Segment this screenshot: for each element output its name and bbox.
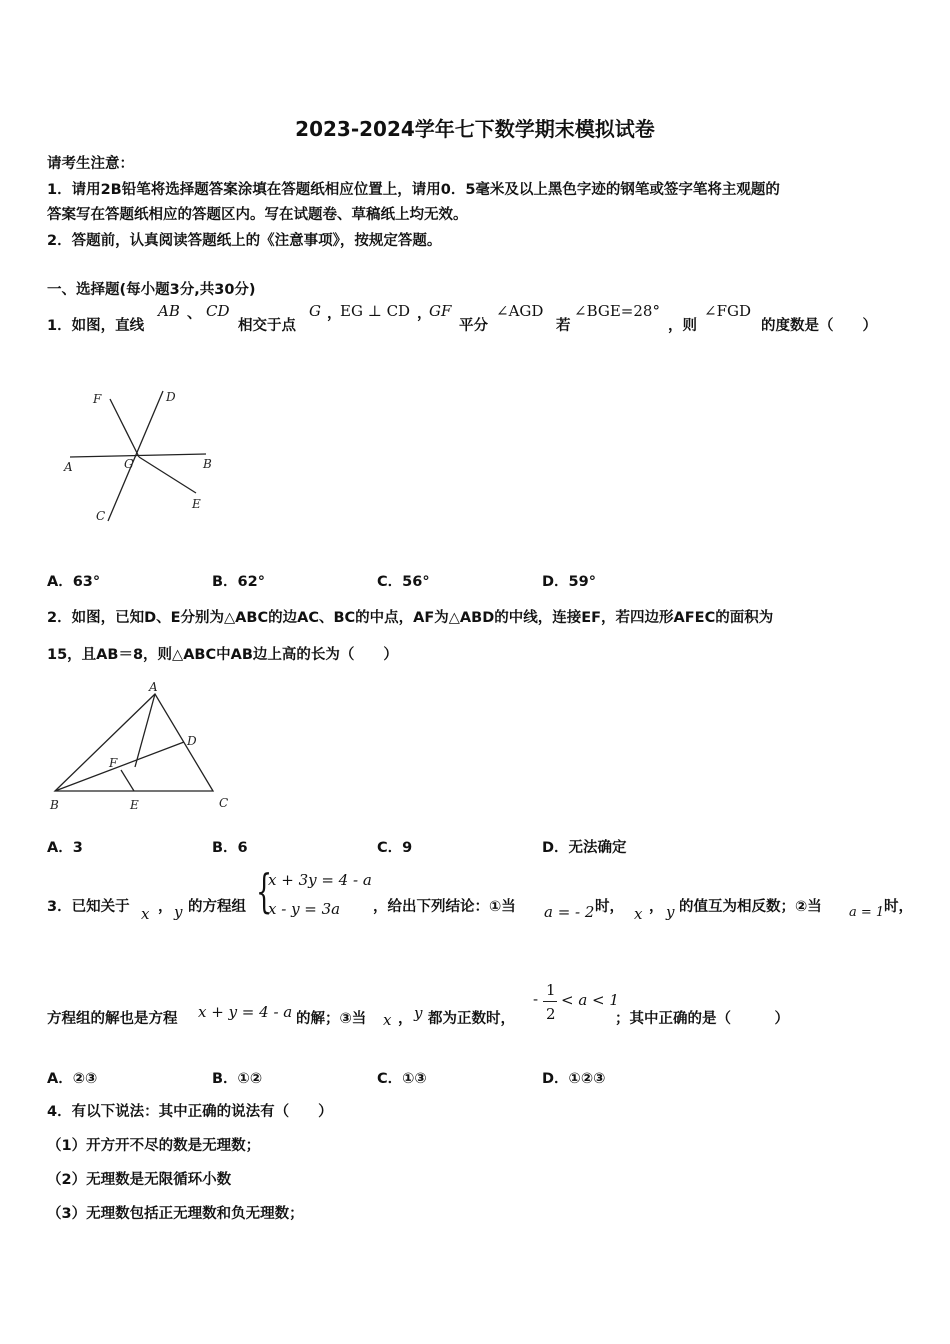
q3-text-10: 的解；③当 — [296, 1011, 367, 1027]
page-title: 2023-2024学年七下数学期末模拟试卷 — [295, 117, 655, 141]
label-b: B — [50, 798, 59, 812]
q1-text-5: ， — [417, 306, 432, 322]
q1-option-c[interactable]: C．56° — [377, 574, 430, 590]
q1-text-7: 若 — [556, 318, 571, 334]
q2-figure — [45, 678, 245, 818]
q1-text-4: ， — [327, 306, 342, 322]
q3-option-b[interactable]: B．①② — [212, 1071, 263, 1087]
q4-item-2: （2）无理数是无限循环小数 — [47, 1172, 232, 1188]
q4-stem: 4．有以下说法：其中正确的说法有（ ） — [47, 1104, 333, 1120]
label-e: E — [192, 497, 201, 511]
label-d: D — [166, 390, 176, 404]
q3-text-6: ， — [649, 899, 664, 915]
q1-figure — [60, 385, 230, 525]
q3-option-a[interactable]: A．②③ — [47, 1071, 98, 1087]
q1-math-ab: AB — [158, 302, 180, 320]
notice-line2: 答案写在答题纸相应的答题区内。写在试题卷、草稿纸上均无效。 — [47, 207, 468, 223]
q2-option-d[interactable]: D．无法确定 — [542, 840, 627, 856]
q1-option-d[interactable]: D．59° — [542, 574, 596, 590]
q3-eq2: x - y = 3a — [268, 900, 341, 918]
q2-option-b[interactable]: B．6 — [212, 840, 248, 856]
q4-item-3: （3）无理数包括正无理数和负无理数； — [47, 1206, 304, 1222]
q3-option-c[interactable]: C．①③ — [377, 1071, 427, 1087]
q3-math-x2: x — [634, 905, 643, 923]
q2-line1: 2．如图，已知D、E分别为△ABC的边AC、BC的中点，AF为△ABD的中线，连接EF，若四边形AFEC的面积为 — [47, 610, 774, 626]
q1-text-8: ，则 — [668, 318, 697, 334]
label-a: A — [64, 460, 73, 474]
q3-eq1: x + 3y = 4 - a — [268, 871, 372, 889]
q1-math-agd: ∠AGD — [496, 302, 544, 320]
system-brace: { — [256, 864, 273, 918]
frac-denominator: 2 — [546, 1005, 556, 1023]
label-a: A — [149, 680, 158, 694]
q3-text-5: 时， — [595, 899, 624, 915]
notice-heading: 请考生注意： — [47, 156, 134, 172]
segment-af — [135, 694, 155, 767]
section1-heading: 一、选择题(每小题3分,共30分) — [47, 282, 256, 298]
q3-text-11: ， — [398, 1011, 413, 1027]
q3-math-a2: a = 1 — [849, 905, 885, 920]
label-b: B — [203, 457, 212, 471]
q3-text-3: 的方程组 — [188, 899, 246, 915]
q1-math-gf: GF — [429, 302, 452, 320]
segment-fe — [121, 770, 134, 791]
q1-math-fgd: ∠FGD — [704, 302, 751, 320]
q1-text-6: 平分 — [459, 318, 488, 334]
q1-option-b[interactable]: B．62° — [212, 574, 265, 590]
q3-math-y: y — [174, 903, 183, 921]
q1-text-1: 1．如图，直线 — [47, 318, 145, 334]
q1-text-2: 、 — [187, 306, 202, 322]
label-g: G — [124, 457, 134, 471]
ray-gf — [110, 399, 139, 457]
q3-option-d[interactable]: D．①②③ — [542, 1071, 606, 1087]
q1-math-bge: ∠BGE=28° — [574, 302, 660, 320]
notice-line3: 2．答题前，认真阅读答题纸上的《注意事项》，按规定答题。 — [47, 233, 442, 249]
frac-bar — [543, 1001, 557, 1002]
label-e: E — [130, 798, 139, 812]
q3-text-2: ， — [158, 899, 173, 915]
minus-sign: - — [533, 990, 539, 1008]
q1-text-9: 的度数是（ ） — [761, 318, 877, 334]
q3-math-x3: x — [383, 1011, 392, 1029]
q2-option-a[interactable]: A．3 — [47, 840, 83, 856]
q1-math-g: G — [309, 302, 321, 320]
label-f: F — [93, 392, 102, 406]
q3-math-eq3: x + y = 4 - a — [198, 1003, 293, 1021]
ray-ge — [139, 457, 196, 493]
q3-text-13: ；其中正确的是（ ） — [615, 1011, 789, 1027]
q3-math-ineq: < a < 1 — [561, 991, 619, 1009]
q3-math-y3: y — [414, 1004, 423, 1022]
q2-line2: 15，且AB＝8，则△ABC中AB边上高的长为（ ） — [47, 647, 398, 663]
q4-item-1: （1）开方开不尽的数是无理数； — [47, 1138, 261, 1154]
notice-line1: 1．请用2B铅笔将选择题答案涂填在答题纸相应位置上，请用0．5毫米及以上黑色字迹的钢笔或签字笔将主观题的 — [47, 182, 780, 198]
frac-numerator: 1 — [546, 981, 556, 999]
q3-text-12: 都为正数时， — [428, 1011, 515, 1027]
q3-text-9: 方程组的解也是方程 — [47, 1011, 178, 1027]
q3-math-x: x — [141, 905, 150, 923]
q3-text-8: 时， — [884, 899, 913, 915]
q3-math-y2: y — [666, 903, 675, 921]
q1-math-cd: CD — [206, 302, 230, 320]
label-c: C — [219, 796, 229, 810]
label-f: F — [109, 756, 118, 770]
q1-text-3: 相交于点 — [238, 318, 296, 334]
q1-option-a[interactable]: A．63° — [47, 574, 101, 590]
label-d: D — [187, 734, 197, 748]
q3-text-4: ，给出下列结论：①当 — [373, 899, 516, 915]
q3-text-1: 3．已知关于 — [47, 899, 130, 915]
q2-option-c[interactable]: C．9 — [377, 840, 413, 856]
q3-text-7: 的值互为相反数；②当 — [679, 899, 822, 915]
label-c: C — [96, 509, 106, 523]
q3-math-a1: a = - 2 — [544, 903, 595, 921]
q1-math-eg: EG ⊥ CD — [340, 302, 411, 320]
segment-bd — [55, 742, 184, 791]
